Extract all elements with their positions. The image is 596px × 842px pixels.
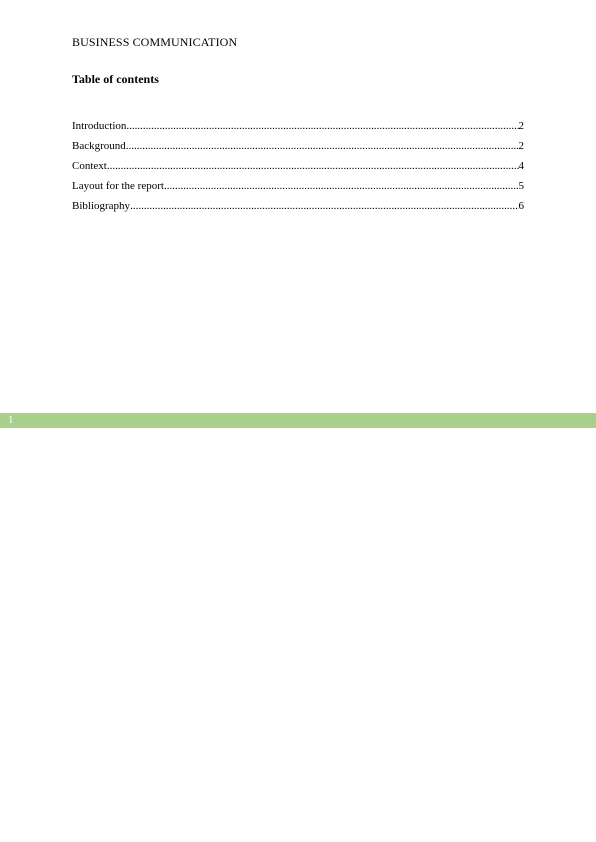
toc-page-number: 4 <box>518 160 524 172</box>
toc-dot-leader <box>107 159 519 173</box>
running-header: BUSINESS COMMUNICATION <box>72 35 238 49</box>
toc-dot-leader <box>126 139 519 153</box>
toc-entry-label: Context <box>72 160 107 172</box>
toc-dot-leader <box>130 199 518 213</box>
footer-bar <box>0 413 596 428</box>
toc-dot-leader <box>126 119 518 133</box>
toc-dot-leader <box>164 179 519 193</box>
toc-entry-label: Layout for the report <box>72 180 164 192</box>
table-of-contents <box>72 119 524 219</box>
toc-entry-layout-for-the-report[interactable] <box>72 179 524 199</box>
toc-page-number: 6 <box>518 200 524 212</box>
toc-entry-introduction[interactable] <box>72 119 524 139</box>
toc-entry-label: Background <box>72 140 126 152</box>
toc-page-number: 5 <box>518 180 524 192</box>
toc-page-number: 2 <box>518 140 524 152</box>
toc-page-number: 2 <box>518 120 524 132</box>
toc-entry-label: Bibliography <box>72 200 131 212</box>
toc-heading: Table of contents <box>72 72 159 86</box>
toc-entry-bibliography[interactable] <box>72 199 524 219</box>
toc-entry-context[interactable] <box>72 159 524 179</box>
footer-page-number: 1 <box>8 414 14 426</box>
toc-entry-background[interactable] <box>72 139 524 159</box>
toc-entry-label: Introduction <box>72 120 127 132</box>
